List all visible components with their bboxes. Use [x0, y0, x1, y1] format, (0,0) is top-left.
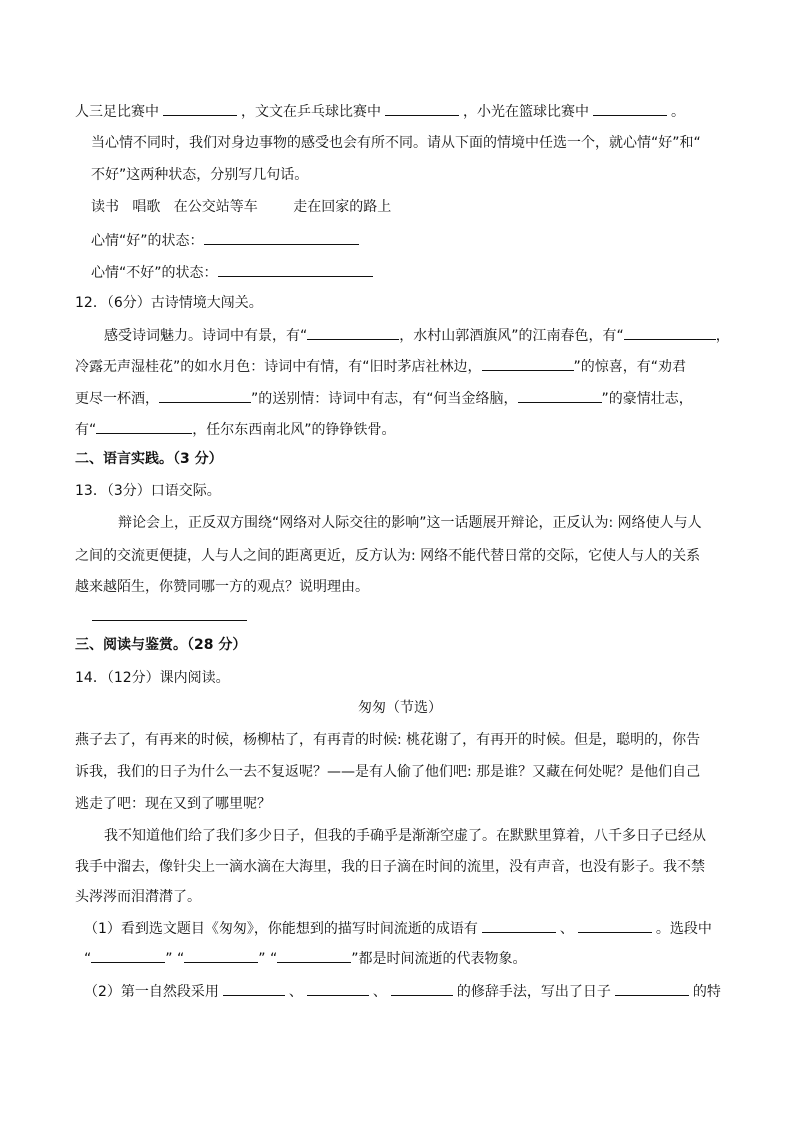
- answer-blank[interactable]: [615, 981, 689, 996]
- text: 的修辞手法，写出了日子: [456, 984, 611, 1000]
- text: ，: [715, 328, 730, 344]
- answer-blank[interactable]: [159, 388, 251, 403]
- q13-line2: 之间的交流更便捷，人与人之间的距离更近，反方认为: 网络不能代替日常的交际，它使人与人的关系: [75, 548, 701, 564]
- answer-blank[interactable]: [482, 918, 556, 933]
- answer-blank[interactable]: [593, 101, 667, 116]
- answer-blank[interactable]: [578, 918, 652, 933]
- answer-blank[interactable]: [518, 388, 602, 403]
- answer-blank[interactable]: [482, 356, 574, 371]
- q11-bad-line: [91, 262, 741, 283]
- passage-p2-line3: 头涔涔而泪潸潸了。: [75, 889, 201, 905]
- q11-good-line: [91, 230, 741, 251]
- answer-blank[interactable]: [307, 981, 369, 996]
- passage-title: 匆匆（节选）: [358, 700, 442, 716]
- q14-title: 14．（12分）课内阅读。: [75, 670, 230, 686]
- answer-blank[interactable]: [385, 101, 459, 116]
- q12-line4: [75, 419, 725, 440]
- text: ”的惊喜，有“劝君: [573, 359, 687, 375]
- passage-p2-line1: 我不知道他们给了我们多少日子，但我的手确乎是渐渐空虚了。在默默里算着，八千多日子已经从: [104, 828, 706, 844]
- section-3-heading: 三、阅读与鉴赏。（28 分）: [75, 637, 247, 653]
- q12-line3: [75, 388, 725, 409]
- text: 、: [559, 921, 574, 937]
- section-2-heading: 二、语言实践。（3 分）: [75, 451, 223, 467]
- text: ，水村山郭酒旗风”的江南春色，有“: [399, 328, 624, 344]
- answer-blank[interactable]: [391, 981, 453, 996]
- passage-p1-line1: 燕子去了，有再来的时候，杨柳枯了，有再青的时候: 桃花谢了，有再开的时候。但是，聪明的，你告: [75, 732, 701, 748]
- q12-line1: [104, 325, 754, 346]
- text: ”都是时间流逝的代表物象。: [351, 951, 527, 967]
- answer-blank[interactable]: [624, 325, 716, 340]
- passage-p2-line2: 我手中溜去，像针尖上一滴水滴在大海里，我的日子滴在时间的流里，没有声音，也没有影子。我不禁: [75, 859, 705, 875]
- text: （1）看到选文题目《匆匆》，你能想到的描写时间流逝的成语有: [84, 921, 478, 937]
- answer-blank[interactable]: [277, 948, 351, 963]
- text: “: [84, 951, 92, 967]
- text: 。选段中: [655, 921, 712, 937]
- q14-sub1-line2: [84, 948, 734, 969]
- label: 心情“不好”的状态：: [91, 265, 218, 281]
- q12-line2: [75, 356, 725, 377]
- text: 人三足比赛中: [75, 104, 159, 120]
- answer-blank[interactable]: [218, 262, 373, 277]
- q11-options: 读书 唱歌 在公交站等车 走在回家的路上: [91, 199, 392, 215]
- q11-intro-line1: 当心情不同时，我们对身边事物的感受也会有所不同。请从下面的情境中任选一个，就心情“好”和“: [91, 135, 701, 151]
- text: ，文文在乒乓球比赛中: [241, 104, 381, 120]
- q14-sub1-line1: [84, 918, 734, 939]
- text: 、: [288, 984, 303, 1000]
- q13-line1: 辩论会上，正反双方围绕“网络对人际交往的影响”这一话题展开辩论，正反认为: 网络使人与人: [118, 515, 702, 531]
- text: ”的送别情：诗词中有志，有“何当金络脑，: [251, 391, 518, 407]
- answer-blank[interactable]: [204, 230, 359, 245]
- passage-p1-line2: 诉我，我们的日子为什么一去不复返呢？——是有人偷了他们吧: 那是谁？又藏在何处呢？是他们自己: [75, 764, 701, 780]
- text: ，小光在篮球比赛中: [463, 104, 589, 120]
- text: 有“: [75, 422, 97, 438]
- text: （2）第一自然段采用: [84, 984, 219, 1000]
- text: ，任尔东西南北风”的铮铮铁骨。: [192, 422, 396, 438]
- label: 心情“好”的状态：: [91, 233, 204, 249]
- text: 更尽一杯酒，: [75, 391, 159, 407]
- answer-blank[interactable]: [223, 981, 285, 996]
- answer-blank[interactable]: [163, 101, 237, 116]
- line-1: [75, 101, 725, 122]
- answer-blank[interactable]: [307, 325, 399, 340]
- q12-title: 12．（6分）古诗情境大闯关。: [75, 295, 263, 311]
- answer-blank[interactable]: [96, 419, 192, 434]
- text: ” “: [165, 951, 185, 967]
- text: 冷露无声湿桂花”的如水月色：诗词中有情，有“旧时茅店社林边，: [75, 359, 482, 375]
- text: 。: [671, 104, 685, 120]
- q13-title: 13．（3分）口语交际。: [75, 483, 221, 499]
- q13-answer-line[interactable]: [92, 620, 247, 621]
- text: 的特: [692, 984, 721, 1000]
- q14-sub2-line1: [84, 981, 734, 1002]
- text: ”的豪情壮志，: [601, 391, 693, 407]
- answer-blank[interactable]: [91, 948, 165, 963]
- passage-p1-line3: 逃走了吧：现在又到了哪里呢？: [75, 796, 271, 812]
- text: ” “: [258, 951, 278, 967]
- q11-intro-line2: 不好”这两种状态，分别写几句话。: [91, 167, 309, 183]
- answer-blank[interactable]: [184, 948, 258, 963]
- text: 、: [372, 984, 387, 1000]
- text: 感受诗词魅力。诗词中有景，有“: [104, 328, 308, 344]
- q13-line3: 越来越陌生，你赞同哪一方的观点？说明理由。: [75, 579, 369, 595]
